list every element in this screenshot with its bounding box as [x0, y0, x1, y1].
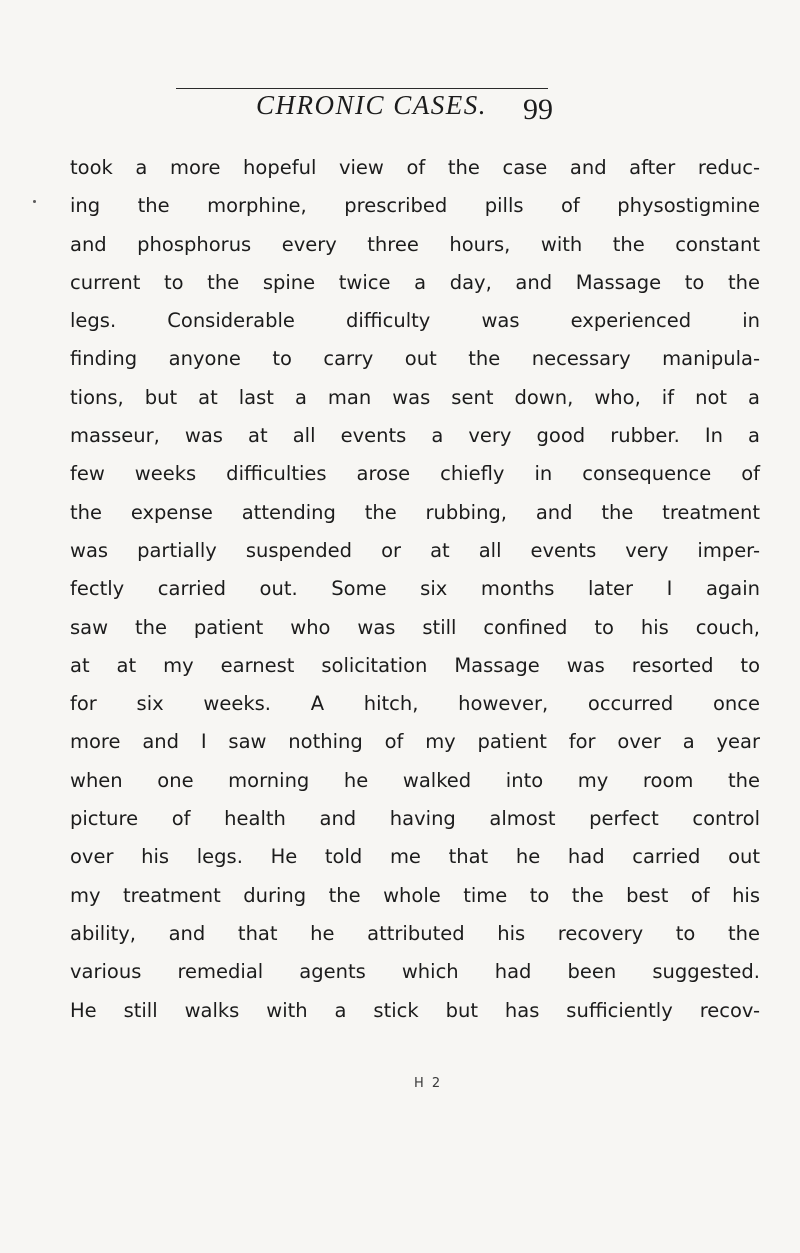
signature-mark: H 2	[414, 1076, 443, 1091]
text-line: various remedial agents which had been suggested.	[70, 960, 760, 984]
text-line: ing the morphine, prescribed pills of physostigmine	[70, 194, 760, 218]
text-line: ability, and that he attributed his recovery to the	[70, 921, 760, 945]
text-line: picture of health and having almost perfect control	[70, 807, 760, 831]
text-line: over his legs. He told me that he had carried out	[70, 845, 760, 869]
text-line: was partially suspended or at all events very imper-	[70, 538, 760, 562]
text-line: my treatment during the whole time to the best of his	[70, 883, 760, 907]
text-line: few weeks difficulties arose chiefly in consequence of	[70, 462, 760, 486]
text-line: finding anyone to carry out the necessary manipula-	[70, 347, 760, 371]
text-line: He still walks with a stick but has sufficiently recov-	[70, 998, 760, 1022]
text-line: more and I saw nothing of my patient for over a year	[70, 730, 760, 754]
page-number: 99	[523, 93, 553, 126]
text-line: fectly carried out. Some six months later I again	[70, 577, 760, 601]
text-line: at at my earnest solicitation Massage was resorted to	[70, 653, 760, 677]
text-line: took a more hopeful view of the case and after reduc-	[70, 156, 760, 179]
running-head: CHRONIC CASES.	[256, 90, 488, 120]
text-line: when one morning he walked into my room the	[70, 768, 760, 792]
text-line: masseur, was at all events a very good rubber. In a	[70, 424, 760, 448]
text-line: legs. Considerable difficulty was experienced in	[70, 309, 760, 333]
text-line: for six weeks. A hitch, however, occurred once	[70, 692, 760, 716]
text-line: tions, but at last a man was sent down, who, if not a	[70, 385, 760, 409]
text-line: and phosphorus every three hours, with the constant	[70, 232, 760, 256]
print-speck	[33, 200, 36, 203]
text-line: the expense attending the rubbing, and the treatment	[70, 500, 760, 524]
text-line: saw the patient who was still confined to his couch,	[70, 615, 760, 639]
text-line: current to the spine twice a day, and Massage to the	[70, 270, 760, 294]
body-text	[70, 149, 760, 1030]
